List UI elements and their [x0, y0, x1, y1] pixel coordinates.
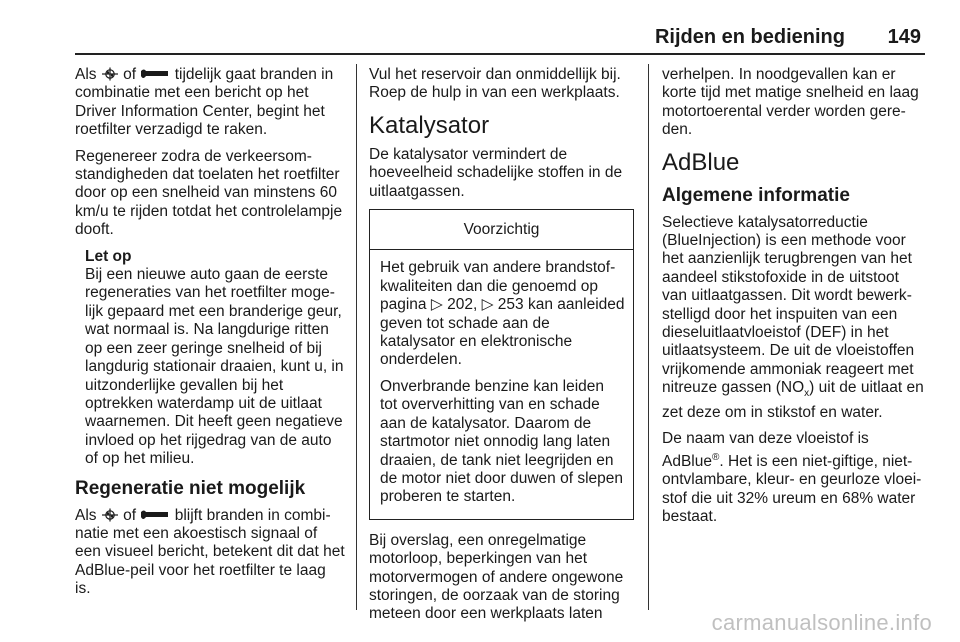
column-3 [662, 66, 927, 534]
caution-body [370, 250, 633, 518]
paragraph: Regenereer zodra de verkeersomstandigheden dat toelaten het roetfilter door op een snelheid van minstens 60 km/u te rijden totdat het controlelampje dooft. [75, 147, 343, 239]
section-heading: AdBlue [662, 148, 740, 176]
subheading: Algemene informatie [662, 184, 850, 206]
subheading: Regeneratie niet mogelijk [75, 477, 306, 499]
paragraph: Als of tijdelijk gaat branden in combinatie met een bericht op het Driver Information Center, begint het roetfilter verzadigd te raken. [75, 66, 334, 139]
adblue-lamp-icon [140, 67, 170, 81]
paragraph: Vul het reservoir dan onmiddellijk bij. Roep de hulp in van een werkplaats. [369, 66, 621, 102]
section-heading: Katalysator [369, 111, 490, 139]
adblue-lamp-icon [140, 508, 170, 522]
paragraph: Bij overslag, een onregelmatige motorloop, beperkingen van het motorvermogen of andere ongewone storingen, de oorzaak van de storing meteen door een werkplaats laten [369, 531, 624, 623]
caution-box [369, 209, 634, 520]
dpf-warning-icon [101, 508, 119, 522]
column-2 [369, 66, 634, 632]
watermark: carmanualsonline.info [711, 610, 932, 635]
column-1 [75, 66, 345, 607]
column-divider [356, 64, 357, 610]
paragraph: Selectieve katalysatorreductie (BlueInjection) is een methode voor het aanzienlijk terugbrengen van het aandeel stikstofoxide in de uitstoot van uitlaatgassen. Dit wordt bewerkstelligd door het inspuiten van een dieseluitlaatvloeistof (DEF) in het uitlaatsysteem. De uit de vloeistoffen vrijkomende ammoniak reageert met nitreuze gassen $(NO_x)$ uit de uitlaat en zet deze om in stikstof en water. [662, 213, 924, 421]
note-text: Bij een nieuwe auto gaan de eerste regeneraties van het roetfilter mogelijk gepaard met een branderige geur, wat normaal is. Na langdurige ritten op een zeer geringe snelheid of bij langdurig stationair draaien, kunt u, in uitzonderlijke gevallen bij het optrekken waterdamp uit de uitlaat waarnemen. Dit heeft geen negatieve invloed op het rijgedrag van de auto of op het milieu. [85, 266, 344, 468]
column-divider [648, 64, 649, 610]
header-rule [75, 53, 925, 55]
page-ref-link[interactable]: ▷ 253 [481, 296, 524, 314]
caution-title: Voorzichtig [370, 210, 633, 250]
page-ref-link[interactable]: ▷ 202 [430, 296, 473, 314]
note-label: Let op [85, 247, 132, 265]
page-number: 149 [887, 26, 921, 48]
paragraph: Als of blijft branden in combinatie met een akoestisch signaal of een visueel bericht, betekent dit dat het AdBlue-peil voor het roetfilter te laag is. [75, 506, 345, 598]
dpf-warning-icon [101, 67, 119, 81]
caution-text: Onverbrande benzine kan leiden tot oververhitting van en schade aan de katalysator. Daarom de startmotor niet onnodig lang laten draaien, de tank niet leegrijden en de motor niet door duwen of slepen proberen te starten. [380, 377, 623, 506]
paragraph: De naam van deze vloeistof is AdBlue®. Het is een niet-giftige, niet-ontvlambare, kleur- en geurloze vloeistof die uit 32% ureum en 68% water bestaat. [662, 430, 922, 525]
paragraph: De katalysator vermindert de hoeveelheid schadelijke stoffen in de uitlaatgassen. [369, 145, 623, 200]
note-block [85, 248, 345, 469]
paragraph: verhelpen. In noodgevallen kan er korte tijd met matige snelheid en laag motortoerental verder worden gereden. [662, 66, 919, 139]
section-title: Rijden en bediening [654, 26, 845, 48]
page-header [75, 20, 925, 50]
caution-text: Het gebruik van andere brandstofkwaliteiten dan die genoemd op pagina ▷ 202, ▷ 253 kan aanleided geven tot schade aan de katalysator en elektronische onderdelen. [380, 259, 625, 369]
